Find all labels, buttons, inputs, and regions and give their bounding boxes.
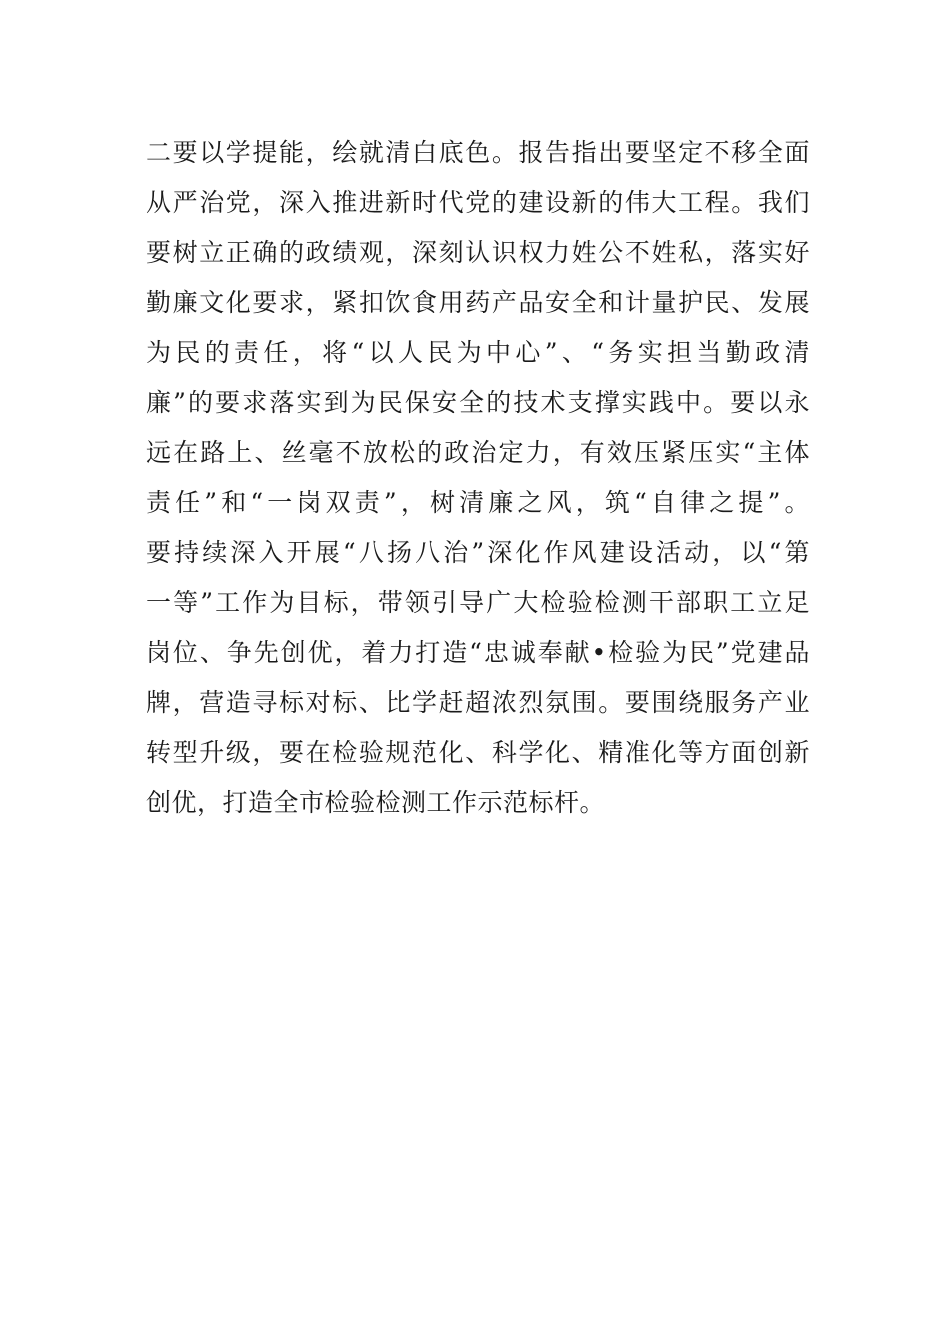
paragraph-line-1: 二要以学提能，绘就清白底色。报告指出要坚定不移全面 [146,138,810,167]
paragraph-line-3: 要树立正确的政绩观，深刻认识权力姓公不姓私，落实好 [146,238,810,267]
paragraph-line-9: 要持续深入开展“八扬八治”深化作风建设活动，以“第 [146,538,810,567]
paragraph-line-6: 廉”的要求落实到为民保安全的技术支撑实践中。要以永 [146,388,810,417]
paragraph-line-14: 创优，打造全市检验检测工作示范标杆。 [146,788,606,817]
paragraph-line-12: 牌，营造寻标对标、比学赶超浓烈氛围。要围绕服务产业 [146,688,810,717]
paragraph-line-5: 为民的责任，将“以人民为中心”、“务实担当勤政清 [146,338,810,367]
body-paragraph [146,128,810,828]
paragraph-line-13: 转型升级，要在检验规范化、科学化、精准化等方面创新 [146,738,810,767]
paragraph-line-7: 远在路上、丝毫不放松的政治定力，有效压紧压实“主体 [146,438,810,467]
paragraph-line-2: 从严治党，深入推进新时代党的建设新的伟大工程。我们 [146,188,810,217]
paragraph-line-10: 一等”工作为目标，带领引导广大检验检测干部职工立足 [146,588,810,617]
paragraph-line-11: 岗位、争先创优，着力打造“忠诚奉献•检验为民”党建品 [146,638,810,667]
paragraph-line-4: 勤廉文化要求，紧扣饮食用药产品安全和计量护民、发展 [146,288,810,317]
paragraph-line-8: 责任”和“一岗双责”，树清廉之风，筑“自律之提”。 [146,488,810,517]
